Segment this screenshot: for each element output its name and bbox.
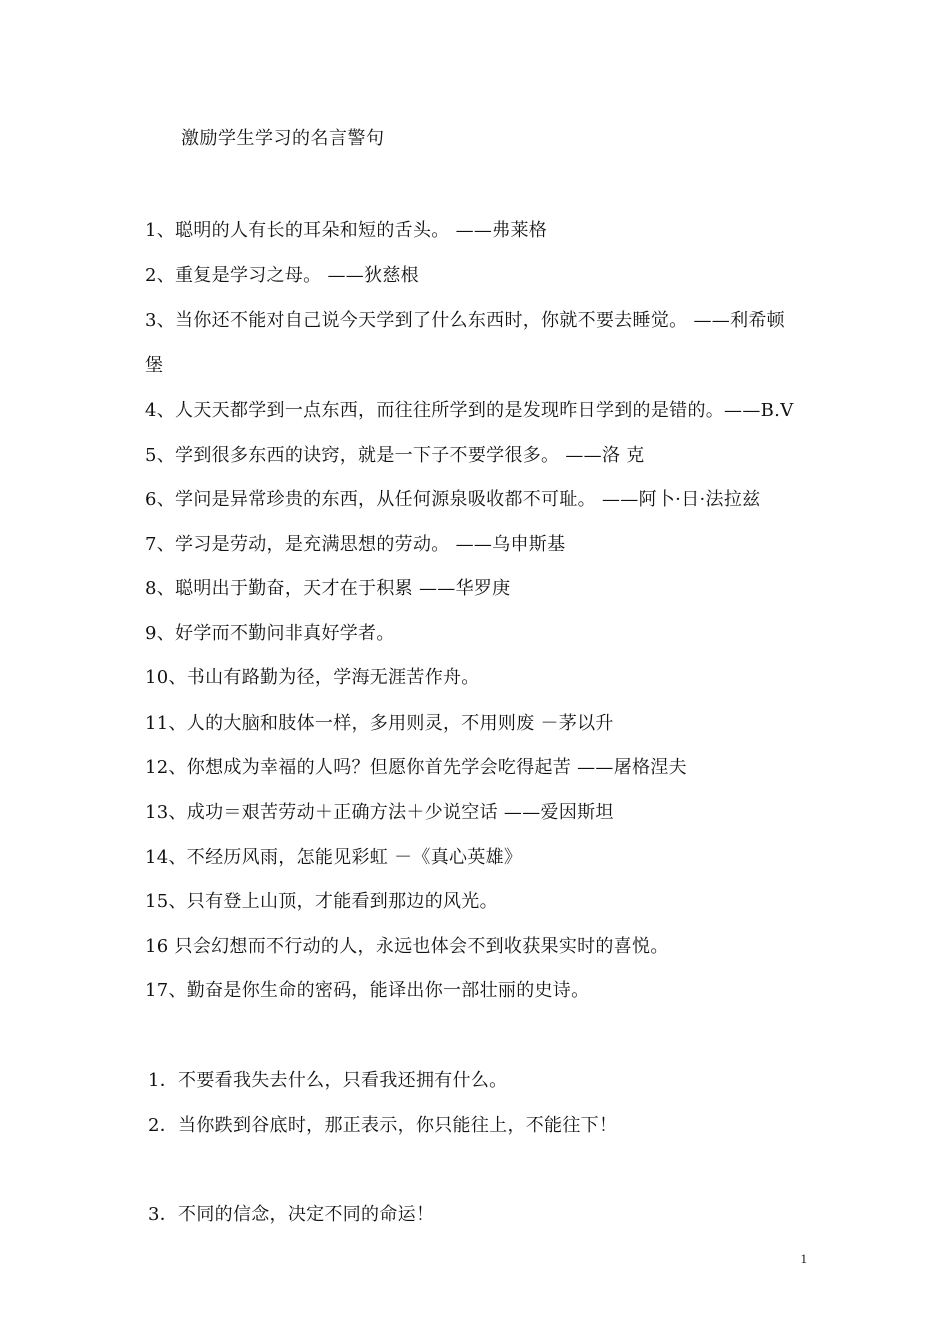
saying-line: 2．当你跌到谷底时，那正表示，你只能往上，不能往下！ bbox=[148, 1115, 618, 1136]
quote-line: 9、好学而不勤问非真好学者。 bbox=[145, 623, 395, 644]
quote-line: 7、学习是劳动，是充满思想的劳动。 ——乌申斯基 bbox=[145, 534, 566, 555]
quote-line-continuation: 堡 bbox=[145, 355, 164, 376]
quote-line: 1、聪明的人有长的耳朵和短的舌头。 ——弗莱格 bbox=[145, 220, 548, 241]
quote-line: 13、成功＝艰苦劳动＋正确方法＋少说空话 ——爱因斯坦 bbox=[145, 802, 614, 823]
quote-line: 12、你想成为幸福的人吗？但愿你首先学会吃得起苦 ——屠格涅夫 bbox=[145, 757, 687, 778]
page-number: 1 bbox=[800, 1251, 807, 1266]
quote-line: 3、当你还不能对自己说今天学到了什么东西时，你就不要去睡觉。 ——利希顿 bbox=[145, 310, 785, 331]
saying-line: 3．不同的信念，决定不同的命运！ bbox=[148, 1204, 435, 1225]
quote-line: 16 只会幻想而不行动的人，永远也体会不到收获果实时的喜悦。 bbox=[145, 936, 669, 957]
saying-line: 1．不要看我失去什么，只看我还拥有什么。 bbox=[148, 1070, 508, 1091]
quote-line: 10、书山有路勤为径，学海无涯苦作舟。 bbox=[145, 667, 480, 688]
quote-line: 2、重复是学习之母。 ——狄慈根 bbox=[145, 265, 419, 286]
quote-line: 8、聪明出于勤奋，天才在于积累 ——华罗庚 bbox=[145, 578, 511, 599]
quote-line: 4、人天天都学到一点东西，而往往所学到的是发现昨日学到的是错的。——B.V bbox=[145, 400, 794, 421]
quote-line: 14、不经历风雨，怎能见彩虹 －《真心英雄》 bbox=[145, 847, 523, 868]
quote-line: 11、人的大脑和肢体一样，多用则灵，不用则废 －茅以升 bbox=[145, 713, 614, 734]
quote-line: 17、勤奋是你生命的密码，能译出你一部壮丽的史诗。 bbox=[145, 980, 590, 1001]
quote-line: 5、学到很多东西的诀窍，就是一下子不要学很多。 ——洛 克 bbox=[145, 445, 645, 466]
quote-line: 15、只有登上山顶，才能看到那边的风光。 bbox=[145, 891, 498, 912]
document-title: 激励学生学习的名言警句 bbox=[181, 128, 385, 149]
quote-line: 6、学问是异常珍贵的东西，从任何源泉吸收都不可耻。 ——阿卜·日·法拉兹 bbox=[145, 489, 761, 510]
